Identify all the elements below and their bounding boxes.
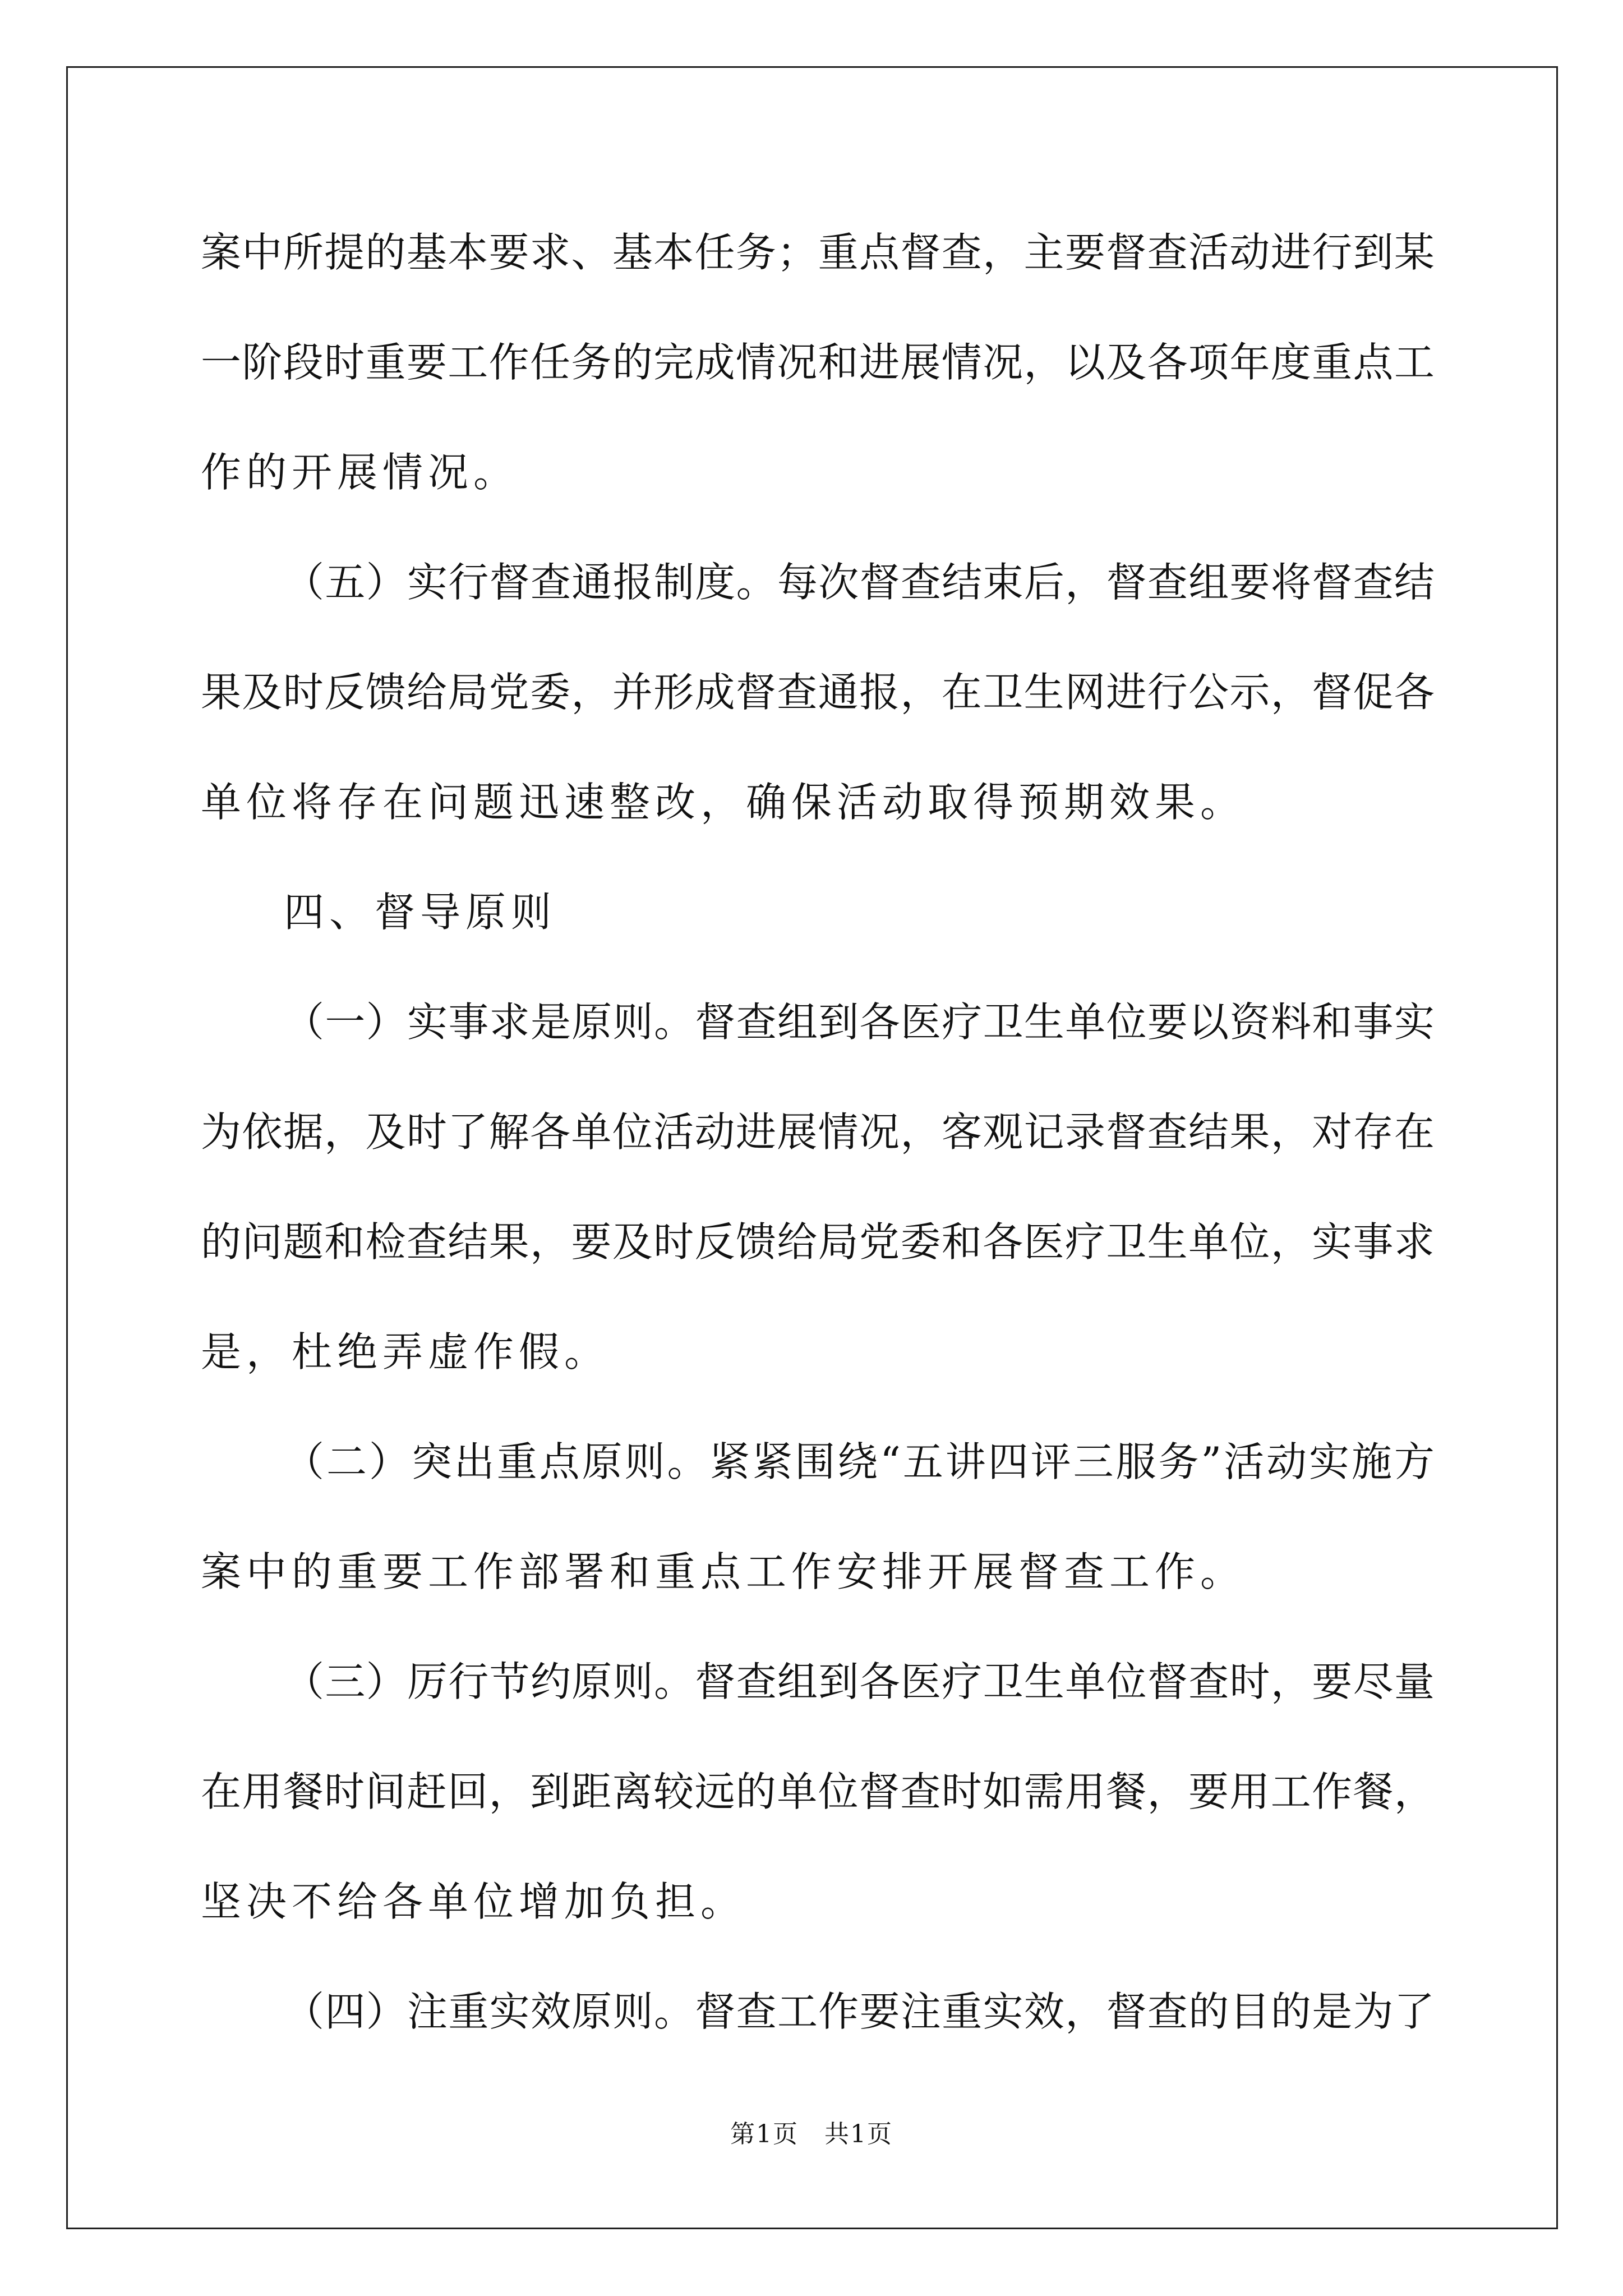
text-line: 是，杜绝弄虚作假。 [201, 1328, 610, 1375]
text-line: （ 五 ） 实 行 督 查 通 报 制 度 。 每 次 督 查 结 束 后 ， 督 查 组 要 将 督 查 结 [284, 559, 1435, 606]
text-line: 果 及 时 反 馈 给 局 党 委 ， 并 形 成 督 查 通 报 ， 在 卫 生 网 进 行 公 示 ， 督 促 各 [201, 669, 1435, 716]
page-number: 第1页 共1页 [730, 2120, 893, 2148]
section-heading: 四、督导原则 [284, 889, 557, 936]
text-line: 在 用 餐 时 间 赶 回 ， 到 距 离 较 远 的 单 位 督 查 时 如 需 用 餐 ， 要 用 工 作 餐 ， [201, 1768, 1435, 1815]
text-line: 作的开展情况。 [201, 449, 519, 496]
text-line: （ 二 ） 突 出 重 点 原 则 。 紧 紧 围 绕 “ 五 讲 四 评 三 服 务 ” 活 动 实 施 方 [284, 1438, 1435, 1485]
text-line: 为 依 据 ， 及 时 了 解 各 单 位 活 动 进 展 情 况 ， 客 观 记 录 督 查 结 果 ， 对 存 在 [201, 1108, 1435, 1156]
text-line: （ 三 ） 厉 行 节 约 原 则 。 督 查 组 到 各 医 疗 卫 生 单 位 督 查 时 ， 要 尽 量 [284, 1658, 1435, 1705]
text-line: 的 问 题 和 检 查 结 果 ， 要 及 时 反 馈 给 局 党 委 和 各 医 疗 卫 生 单 位 ， 实 事 求 [201, 1218, 1435, 1266]
text-line: 单位将存在问题迅速整改，确保活动取得预期效果。 [201, 779, 1246, 826]
document-body [201, 214, 1435, 2083]
text-line: 坚决不给各单位增加负担。 [201, 1878, 746, 1925]
text-line: 一 阶 段 时 重 要 工 作 任 务 的 完 成 情 况 和 进 展 情 况 ， 以 及 各 项 年 度 重 点 工 [201, 339, 1435, 386]
text-line: 案中的重要工作部署和重点工作安排开展督查工作。 [201, 1548, 1246, 1595]
text-line: 案 中 所 提 的 基 本 要 求 、 基 本 任 务 ； 重 点 督 查 ， 主 要 督 查 活 动 进 行 到 某 [201, 229, 1435, 276]
text-line: （ 一 ） 实 事 求 是 原 则 。 督 查 组 到 各 医 疗 卫 生 单 位 要 以 资 料 和 事 实 [284, 999, 1435, 1046]
text-line: （ 四 ） 注 重 实 效 原 则 。 督 查 工 作 要 注 重 实 效 ， 督 查 的 目 的 是 为 了 [284, 1988, 1435, 2035]
